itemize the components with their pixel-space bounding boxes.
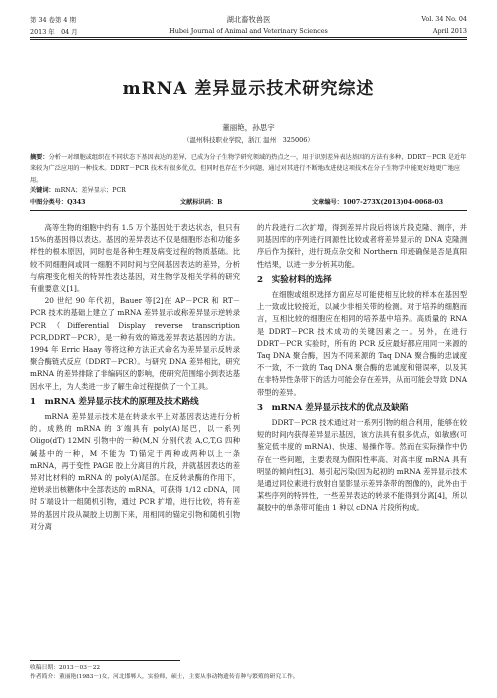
right-column [257, 222, 467, 515]
left-column [30, 222, 240, 533]
affiliation: （温州科技职业学院，浙江 温州 325006） [183, 136, 314, 144]
clc-number: 中图分类号：Q343 [30, 199, 86, 206]
volume-cn: 第 34 卷第 4 期 [30, 16, 76, 24]
intro-paragraph-2: 20 世纪 90 年代初，Bauer 等[2]在 AP－PCR 和 RT－PCR 技术的基础上建立了 mRNA 差异显示或称差异显示逆转录 PCR（Differential Display reverse transcription PCR,DDRT－PCR），是一种有效的筛选差异表达基因的方法。1994 年 Erric Haay 等将这种方法正式命名为差异显示反转录聚合酶链式反应（DDRT－PCR）。与研究 DNA 差异相比，研究 mRNA 的差异排除了非编码区的影响，使研究范围缩小到表达基因水平上，为人类进一步了解生命过程提供了一个工具。 [30, 296, 240, 391]
keywords-text: mRNA；差异显示；PCR [54, 187, 126, 194]
abstract-text: 分析一对细胞或组织在不同状态下基因表达的差异，已成为分子生物学研究领域的热点之一，用于识别差异表达基因的方法有多种，DDRT－PCR 是近年来较为广泛应用的一种技术。DDRT－PCR 技术有很多优点，但同时也存在不少问题，通过对其进行不断地改进使这项技术在分子生物学中能更好地更广地应用。 [30, 154, 467, 184]
section-2-paragraph: 在细胞或组织选择方面应尽可能使相互比较的样本在基因型上一致或比较接近，以减少非相关带的检测。对于培养的细胞而言，互相比较的细胞应在相同的培养基中培养。高质量的 RNA 是 DDRT－PCR 技术成功的关键因素之一。另外，在进行 DDRT－PCR 实验时，所有的 PCR 反应最好都应用同一来源的 Taq DNA 聚合酶，因为不同来源的 Taq DNA 聚合酶的忠诚度不一致，不一致的 Taq DNA 聚合酶的忠诚度和错误率，以及其在非特异性条带下的活力可能会存在差异，从而可能会导致 DNA 带型的差异。 [257, 290, 467, 397]
authors: 董丽艳，孙思宇 [222, 123, 275, 132]
section-3-paragraph: DDRT－PCR 技术通过对一系列引物的组合利用，能够在较短的时间内获得差异显示基因，该方法具有很多优点，如敏感(可鉴定低丰度的 mRNA)、快速、易操作等。然而在实际操作中仍存在一些问题，主要表现为假阳性率高、对高丰度 mRNA 具有明显的倾向性[3]、易引起污染(因为起初的 mRNA 差异显示技术是通过同位素进行放射自显影显示差异条带的图像的)，此外由于某些序列的特异性，一些差异表达的转录不能得到分离[4]，所以凝胶中的单条带可能由 1 种以 cDNA 片段所构成。 [257, 418, 467, 513]
volume-en: Vol. 34 No. 04 [421, 15, 467, 23]
section-1-paragraph: mRNA 差异显示技术是在转录水平上对基因表达进行分析的。成熟的 mRNA 的 3′端具有 poly(A)尾巴，以一系列 Oligo(dT) 12MN 引物中的一种(M,N 分别代表 A,C,T,G 四种碱基中的一种，M 不能为 T)锚定于两种或两种以上一条 mRNA，再于变性 PAGE 胶上分离目的片段，并就基因表达的差异对比材料的 mRNA 的 poly(A)尾部。在反转录酶的作用下，逆转录出核糖体中全部表达的 mRNA，可获得 1/12 cDNA，同时 5′端设计一组随机引物，通过 PCR 扩增，进行比较，将有差异的基因片段从凝胶上切割下来，用相同的锚定引物和随机引物对分离 [30, 412, 240, 531]
issue-en: April 2013 [432, 27, 467, 35]
received-date: 收稿日期：2013－03－22 [30, 665, 101, 671]
abstract-label: 摘要： [30, 154, 49, 161]
keywords-label: 关键词： [30, 187, 55, 194]
journal-name-cn: 湖北畜牧兽医 [226, 15, 271, 24]
author-bio: 作者简介：董丽艳(1983－)女，河北邯郸人，实验师，硕士，主要从事动物遗传育种与繁殖的研究工作。 [30, 674, 299, 680]
header-rule [30, 37, 467, 38]
section-heading-3: 3 mRNA 差异显示技术的优点及缺陷 [257, 402, 409, 413]
continued-paragraph: 的片段进行二次扩增，得到差异片段后将该片段克隆、测序，并同基因库的序列进行同源性比较或者将差异显示的 DNA 克隆测序后作为探针，进行斑点杂交和 Northern 印迹确保是否是真阳性结果，以进一步分析其功能。 [257, 223, 467, 269]
footnote-rule [30, 660, 180, 661]
article-number: 文章编号：1007-273X(2013)04-0068-03 [312, 199, 444, 206]
abstract-divider [30, 210, 467, 211]
header-rule-secondary [30, 39, 467, 40]
section-heading-2: 2 实验材料的选择 [257, 274, 332, 285]
abstract [30, 152, 467, 186]
keywords [30, 185, 126, 194]
section-heading-1: 1 mRNA 差异显示技术的原理及技术路线 [30, 396, 199, 407]
document-code: 文献标识码：B [180, 199, 223, 206]
year-cn: 2013 年 04 月 [30, 28, 78, 36]
article-title: mRNA 差异显示技术研究综述 [122, 79, 375, 99]
journal-name-en: Hubei Journal of Animal and Veterinary Sciences [169, 27, 328, 35]
footnote [30, 664, 467, 682]
intro-paragraph-1: 高等生物的细胞中约有 1.5 万个基因处于表达状态，但只有 15%的基因得以表达。基因的差异表达不仅是细胞形态和功能多样性的根本原因，同时也是各种生理及病变过程的物质基础。比较不同细胞间或同一细胞不同时间与空间基因表达的差异，分析与病理变化相关的特异性表达基因，对生物学及相关学科的研究有重要意义[1]。 [30, 223, 240, 294]
